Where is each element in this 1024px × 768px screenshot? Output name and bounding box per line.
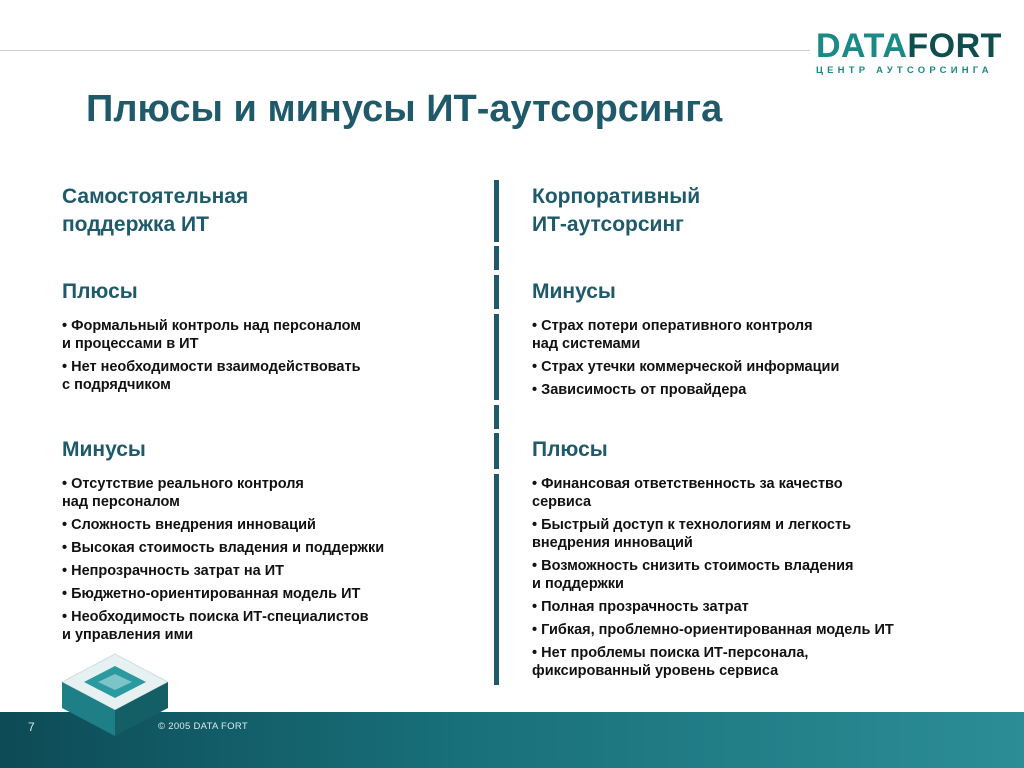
logo-wordmark — [816, 27, 1002, 65]
logo-word-data: DATA — [816, 27, 908, 65]
list-item: • Нет проблемы поиска ИТ-персонала, фиксированный уровень сервиса — [532, 645, 809, 679]
list-item: • Страх утечки коммерческой информации — [532, 359, 840, 375]
pyramid-logo-icon — [60, 652, 170, 738]
list-item: • Быстрый доступ к технологиям и легкость внедрения инноваций — [532, 517, 852, 551]
list-item: • Возможность снизить стоимость владения и поддержки — [532, 558, 854, 592]
right-column — [532, 183, 972, 239]
copyright-text: © 2005 DATA FORT — [158, 721, 248, 732]
logo-word-fort: FORT — [907, 27, 1002, 65]
left-pros-list — [62, 317, 482, 399]
right-column-title: Корпоративный ИТ-аутсорсинг — [532, 185, 701, 236]
left-column — [62, 183, 482, 239]
list-item: • Зависимость от провайдера — [532, 382, 747, 398]
page-number: 7 — [28, 720, 35, 734]
list-item: • Финансовая ответственность за качество сервиса — [532, 476, 843, 510]
list-item: • Высокая стоимость владения и поддержки — [62, 540, 385, 556]
logo-subtitle: ЦЕНТР АУТСОРСИНГА — [816, 65, 993, 76]
top-rule — [0, 50, 810, 51]
list-item: • Непрозрачность затрат на ИТ — [62, 563, 285, 579]
list-item: • Необходимость поиска ИТ-специалистов и управления ими — [62, 609, 369, 643]
list-item: • Полная прозрачность затрат — [532, 599, 749, 615]
column-divider — [494, 180, 499, 685]
right-cons-heading: Минусы — [532, 280, 616, 303]
list-item: • Нет необходимости взаимодействовать с подрядчиком — [62, 359, 361, 393]
datafort-logo — [816, 27, 1002, 80]
list-item: • Сложность внедрения инноваций — [62, 517, 316, 533]
list-item: • Отсутствие реального контроля над персоналом — [62, 476, 304, 510]
left-column-title: Самостоятельная поддержка ИТ — [62, 185, 249, 236]
slide-title: Плюсы и минусы ИТ-аутсорсинга — [86, 88, 723, 130]
list-item: • Бюджетно-ориентированная модель ИТ — [62, 586, 361, 602]
list-item: • Гибкая, проблемно-ориентированная модель ИТ — [532, 622, 894, 638]
list-item: • Страх потери оперативного контроля над системами — [532, 318, 813, 352]
left-cons-list — [62, 475, 482, 649]
right-pros-heading: Плюсы — [532, 438, 608, 461]
right-pros-list — [532, 475, 982, 685]
left-pros-heading: Плюсы — [62, 280, 138, 303]
left-cons-heading: Минусы — [62, 438, 146, 461]
list-item: • Формальный контроль над персоналом и процессами в ИТ — [62, 318, 361, 352]
right-cons-list — [532, 317, 982, 404]
